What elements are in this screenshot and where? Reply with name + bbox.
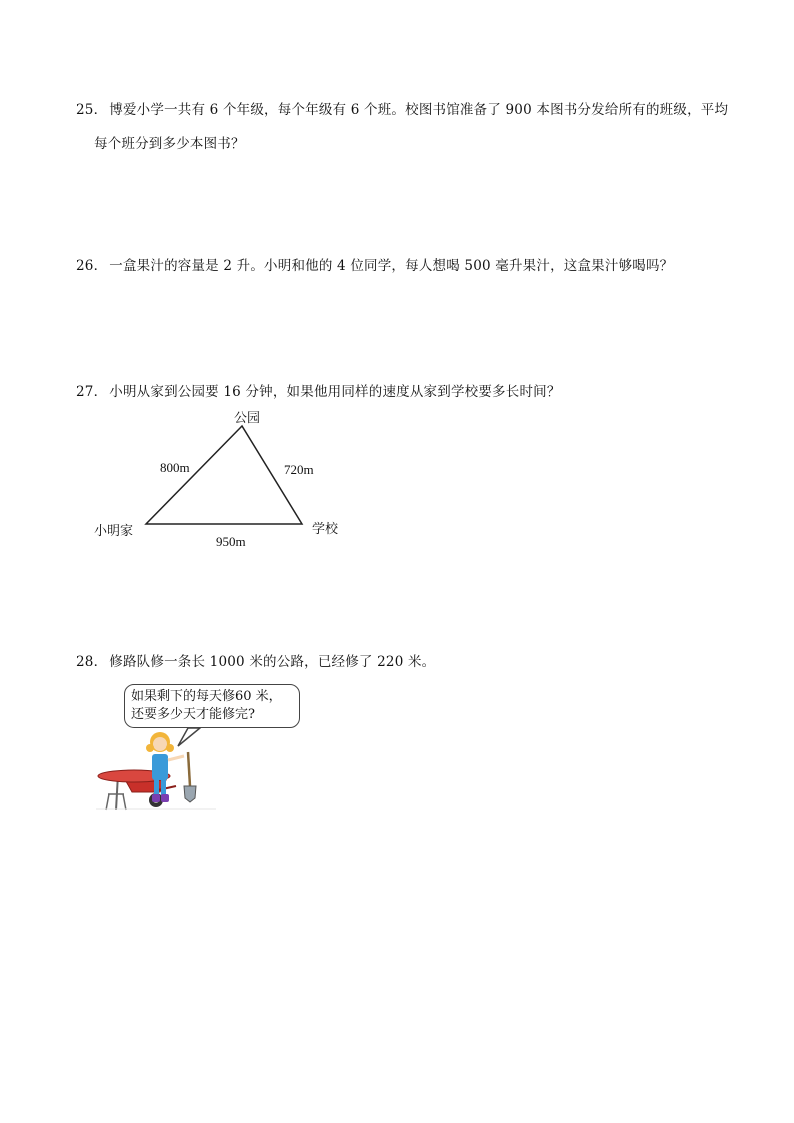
question-number: 26． <box>76 258 108 274</box>
question-text-continued: 每个班分到多少本图书？ <box>94 136 245 152</box>
question-text: 一盒果汁的容量是 2 升。小明和他的 4 位同学，每人想喝 500 毫升果汁，这盒果汁够喝吗？ <box>109 258 674 274</box>
question-number: 28． <box>76 654 108 670</box>
home-park-distance: 800m <box>160 460 190 475</box>
home-label: 小明家 <box>94 524 134 539</box>
question-28 <box>76 652 435 672</box>
question-25 <box>76 100 736 154</box>
road-worker-illustration <box>96 682 316 814</box>
park-label: 公园 <box>234 411 261 426</box>
speech-line-2: 还要多少天才能修完? <box>131 707 255 722</box>
school-label: 学校 <box>312 522 339 537</box>
question-text: 博爱小学一共有 6 个年级，每个年级有 6 个班。校图书馆准备了 900 本图书分发给所有的班级，平均 <box>109 102 729 118</box>
question-27 <box>76 382 561 402</box>
question-number: 25． <box>76 102 108 118</box>
question-26 <box>76 256 673 276</box>
speech-bubble <box>124 684 300 728</box>
triangle-diagram <box>94 404 354 554</box>
speech-line-1: 如果剩下的每天修60 米， <box>131 689 282 704</box>
question-text: 修路队修一条长 1000 米的公路，已经修了 220 米。 <box>109 654 436 670</box>
home-school-distance: 950m <box>216 534 246 549</box>
question-text: 小明从家到公园要 16 分钟，如果他用同样的速度从家到学校要多长时间？ <box>109 384 561 400</box>
park-school-distance: 720m <box>284 462 314 477</box>
question-number: 27． <box>76 384 108 400</box>
